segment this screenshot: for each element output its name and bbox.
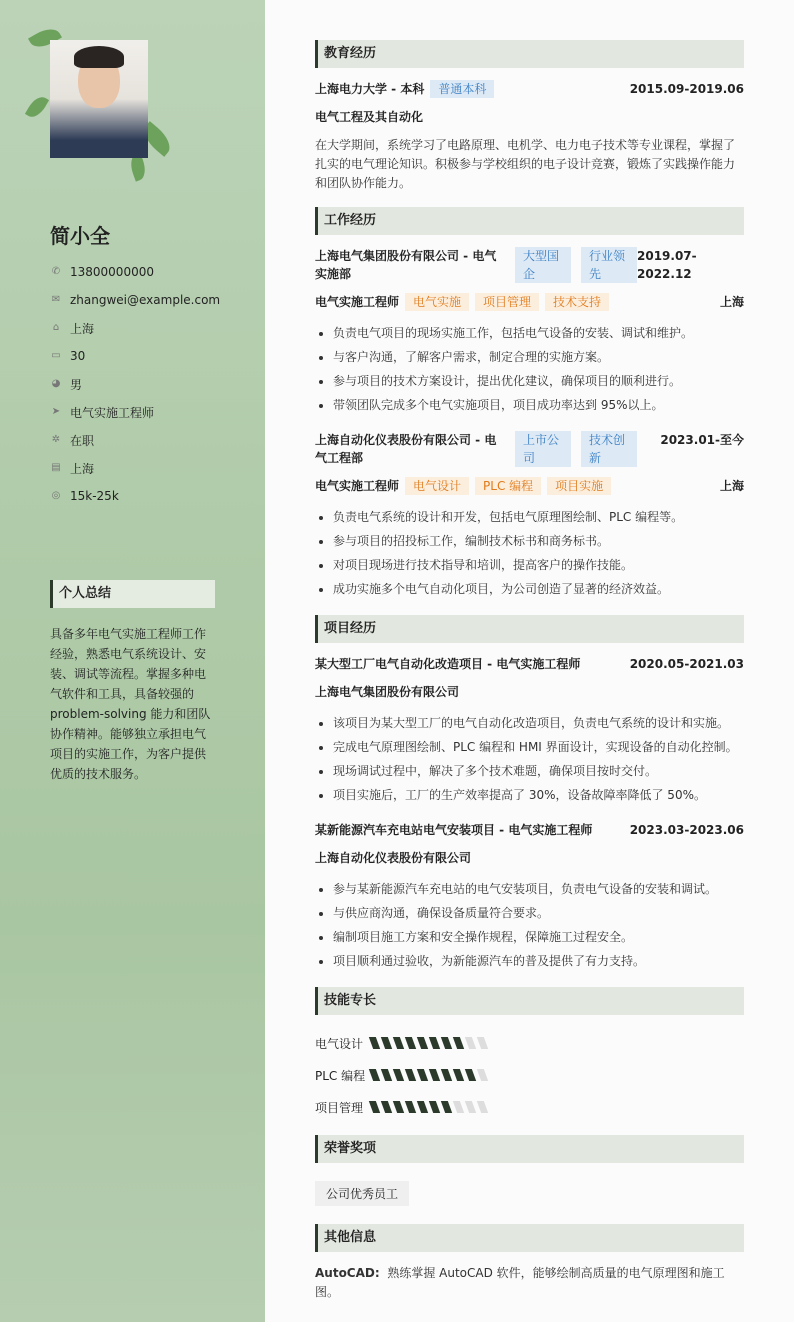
education-heading: 教育经历 <box>315 40 744 68</box>
skill-segment <box>369 1037 380 1049</box>
info-text: 30 <box>70 349 86 363</box>
bullet: • 对项目现场进行技术指导和培训，提高客户的操作技能。 <box>333 553 744 577</box>
skill-name: 电气设计 <box>315 1036 364 1051</box>
role-block <box>315 293 609 311</box>
skill-segment <box>453 1069 464 1081</box>
skill-tag: 项目管理 <box>475 293 539 311</box>
skill-segment <box>453 1101 464 1113</box>
avatar-frame <box>30 20 170 200</box>
skill-segment <box>417 1101 428 1113</box>
info-text: 15k-25k <box>70 489 119 503</box>
project-bullets <box>333 711 744 807</box>
skill-level-bar <box>371 1101 486 1113</box>
bullet: • 项目实施后，工厂的生产效率提高了 30%，设备故障率降低了 50%。 <box>333 783 744 807</box>
award-badge: 公司优秀员工 <box>315 1181 409 1206</box>
skill-row <box>315 1027 744 1059</box>
skill-segment <box>369 1101 380 1113</box>
skill-tag: 电气实施 <box>405 293 469 311</box>
bullet: • 参与某新能源汽车充电站的电气安装项目，负责电气设备的安装和调试。 <box>333 877 744 901</box>
work-date: 2019.07-2022.12 <box>637 249 697 281</box>
info-row <box>50 258 220 286</box>
info-text: 上海 <box>70 321 95 336</box>
bullet: • 成功实施多个电气自动化项目，为公司创造了显著的经济效益。 <box>333 577 744 601</box>
work-bullets <box>333 505 744 601</box>
other-label: AutoCAD: <box>315 1266 380 1280</box>
role-block <box>315 477 611 495</box>
skill-segment <box>381 1069 392 1081</box>
skill-segment <box>393 1069 404 1081</box>
age-icon: ▭ <box>51 350 61 361</box>
info-text: 13800000000 <box>70 265 154 279</box>
status-icon: ✲ <box>51 434 61 445</box>
bullet: • 该项目为某大型工厂的电气自动化改造项目，负责电气系统的设计和实施。 <box>333 711 744 735</box>
summary-heading: 个人总结 <box>50 580 215 608</box>
education-desc: 在大学期间，系统学习了电路原理、电机学、电力电子技术等专业课程，掌握了扎实的电气理论知识。积极参与学校组织的电子设计竞赛，锻炼了实践操作能力和团队协作能力。 <box>315 138 736 190</box>
sidebar <box>0 0 265 1322</box>
skill-segment <box>405 1069 416 1081</box>
company-block <box>315 247 637 283</box>
info-row <box>50 398 220 426</box>
summary-text: 具备多年电气实施工程师工作经验，熟悉电气系统设计、安装、调试等流程。掌握多种电气软件和工具，具备较强的problem-solving 能力和团队协作精神。能够独立承担电气项目的实施工作，为客户提供优质的技术服务。 <box>50 627 211 781</box>
project-company: 上海自动化仪表股份有限公司 <box>315 851 472 865</box>
skill-level-bar <box>371 1069 486 1081</box>
school-tag: 普通本科 <box>430 80 494 98</box>
school: 上海电力大学 - 本科 <box>315 82 425 96</box>
avatar <box>50 40 148 158</box>
education-date: 2015.09-2019.06 <box>629 82 744 96</box>
building-icon: ▤ <box>51 462 61 473</box>
role: 电气实施工程师 <box>315 295 400 309</box>
projects-heading: 项目经历 <box>315 615 744 643</box>
skill-segment <box>393 1037 404 1049</box>
bullet: • 带领团队完成多个电气实施项目，项目成功率达到 95%以上。 <box>333 393 744 417</box>
home-icon: ⌂ <box>52 322 60 333</box>
skill-segment <box>465 1101 476 1113</box>
skill-segment <box>477 1101 488 1113</box>
send-icon: ➤ <box>51 406 61 417</box>
skill-name: PLC 编程 <box>315 1068 366 1083</box>
skill-segment <box>417 1037 428 1049</box>
project-header <box>315 821 744 839</box>
role: 电气实施工程师 <box>315 479 400 493</box>
bullet: • 与客户沟通，了解客户需求，制定合理的实施方案。 <box>333 345 744 369</box>
info-row <box>50 454 220 482</box>
project-name: 某大型工厂电气自动化改造项目 - 电气实施工程师 <box>315 657 581 671</box>
skill-segment <box>441 1069 452 1081</box>
skill-name: 项目管理 <box>315 1100 364 1115</box>
role-row <box>315 477 744 495</box>
candidate-name: 简小全 <box>50 224 110 248</box>
skill-segment <box>477 1069 488 1081</box>
skill-tag: PLC 编程 <box>475 477 541 495</box>
city: 上海 <box>719 295 744 309</box>
skill-segment <box>429 1101 440 1113</box>
company-tag: 技术创新 <box>581 431 637 467</box>
info-text: 上海 <box>70 461 95 476</box>
info-text: zhangwei@example.com <box>70 293 221 307</box>
project-name: 某新能源汽车充电站电气安装项目 - 电气实施工程师 <box>315 823 593 837</box>
skill-segment <box>441 1101 452 1113</box>
skill-segment <box>417 1069 428 1081</box>
bullet: • 参与项目的技术方案设计，提出优化建议，确保项目的顺利进行。 <box>333 369 744 393</box>
company-tag: 上市公司 <box>515 431 571 467</box>
project-date: 2020.05-2021.03 <box>629 657 744 671</box>
role-row <box>315 293 744 311</box>
project-bullets <box>333 877 744 973</box>
other-heading: 其他信息 <box>315 1224 744 1252</box>
skill-segment <box>465 1069 476 1081</box>
info-text: 在职 <box>70 433 95 448</box>
info-row <box>50 342 220 370</box>
info-row <box>50 314 220 342</box>
work-header <box>315 247 744 283</box>
bullet: • 与供应商沟通，确保设备质量符合要求。 <box>333 901 744 925</box>
bullet: • 现场调试过程中，解决了多个技术难题，确保项目按时交付。 <box>333 759 744 783</box>
info-row <box>50 426 220 454</box>
skill-segment <box>405 1101 416 1113</box>
bullet: • 负责电气项目的现场实施工作，包括电气设备的安装、调试和维护。 <box>333 321 744 345</box>
info-row <box>50 482 220 510</box>
info-row <box>50 286 220 314</box>
info-row <box>50 370 220 398</box>
work-bullets <box>333 321 744 417</box>
company-name: 上海自动化仪表股份有限公司 - 电气工程部 <box>315 433 497 465</box>
bullet: • 负责电气系统的设计和开发，包括电气原理图绘制、PLC 编程等。 <box>333 505 744 529</box>
skill-row <box>315 1059 744 1091</box>
skill-segment <box>441 1037 452 1049</box>
skill-segment <box>381 1037 392 1049</box>
salary-icon: ◎ <box>51 490 61 501</box>
bullet: • 编制项目施工方案和安全操作规程，保障施工过程安全。 <box>333 925 744 949</box>
work-header <box>315 431 744 467</box>
company-tag: 大型国企 <box>515 247 571 283</box>
skill-segment <box>429 1069 440 1081</box>
other-text: 熟练掌握 AutoCAD 软件，能够绘制高质量的电气原理图和施工图。 <box>315 1266 725 1299</box>
bullet: • 项目顺利通过验收，为新能源汽车的普及提供了有力支持。 <box>333 949 744 973</box>
contact-info <box>50 258 220 510</box>
main-content <box>315 40 744 1316</box>
project-company: 上海电气集团股份有限公司 <box>315 685 460 699</box>
project-header <box>315 655 744 673</box>
phone-icon: ✆ <box>51 266 61 277</box>
skill-tag: 项目实施 <box>547 477 611 495</box>
gender-icon: ◕ <box>51 378 61 389</box>
info-text: 男 <box>70 377 83 392</box>
skill-segment <box>381 1101 392 1113</box>
skill-segment <box>453 1037 464 1049</box>
skill-tag: 电气设计 <box>405 477 469 495</box>
work-heading: 工作经历 <box>315 207 744 235</box>
company-name: 上海电气集团股份有限公司 - 电气实施部 <box>315 249 497 281</box>
city: 上海 <box>719 479 744 493</box>
skill-segment <box>477 1037 488 1049</box>
skill-segment <box>465 1037 476 1049</box>
skills-heading: 技能专长 <box>315 987 744 1015</box>
skill-row <box>315 1091 744 1123</box>
awards-heading: 荣誉奖项 <box>315 1135 744 1163</box>
skill-segment <box>405 1037 416 1049</box>
company-block <box>315 431 637 467</box>
skill-segment <box>369 1069 380 1081</box>
major: 电气工程及其自动化 <box>315 110 424 124</box>
company-tag: 行业领先 <box>581 247 637 283</box>
mail-icon: ✉ <box>51 294 61 305</box>
project-date: 2023.03-2023.06 <box>629 823 744 837</box>
work-date: 2023.01-至今 <box>660 433 744 447</box>
info-text: 电气实施工程师 <box>70 405 155 420</box>
skill-segment <box>429 1037 440 1049</box>
skill-segment <box>393 1101 404 1113</box>
bullet: • 完成电气原理图绘制、PLC 编程和 HMI 界面设计，实现设备的自动化控制。 <box>333 735 744 759</box>
skill-level-bar <box>371 1037 486 1049</box>
bullet: • 参与项目的招投标工作，编制技术标书和商务标书。 <box>333 529 744 553</box>
skill-tag: 技术支持 <box>545 293 609 311</box>
